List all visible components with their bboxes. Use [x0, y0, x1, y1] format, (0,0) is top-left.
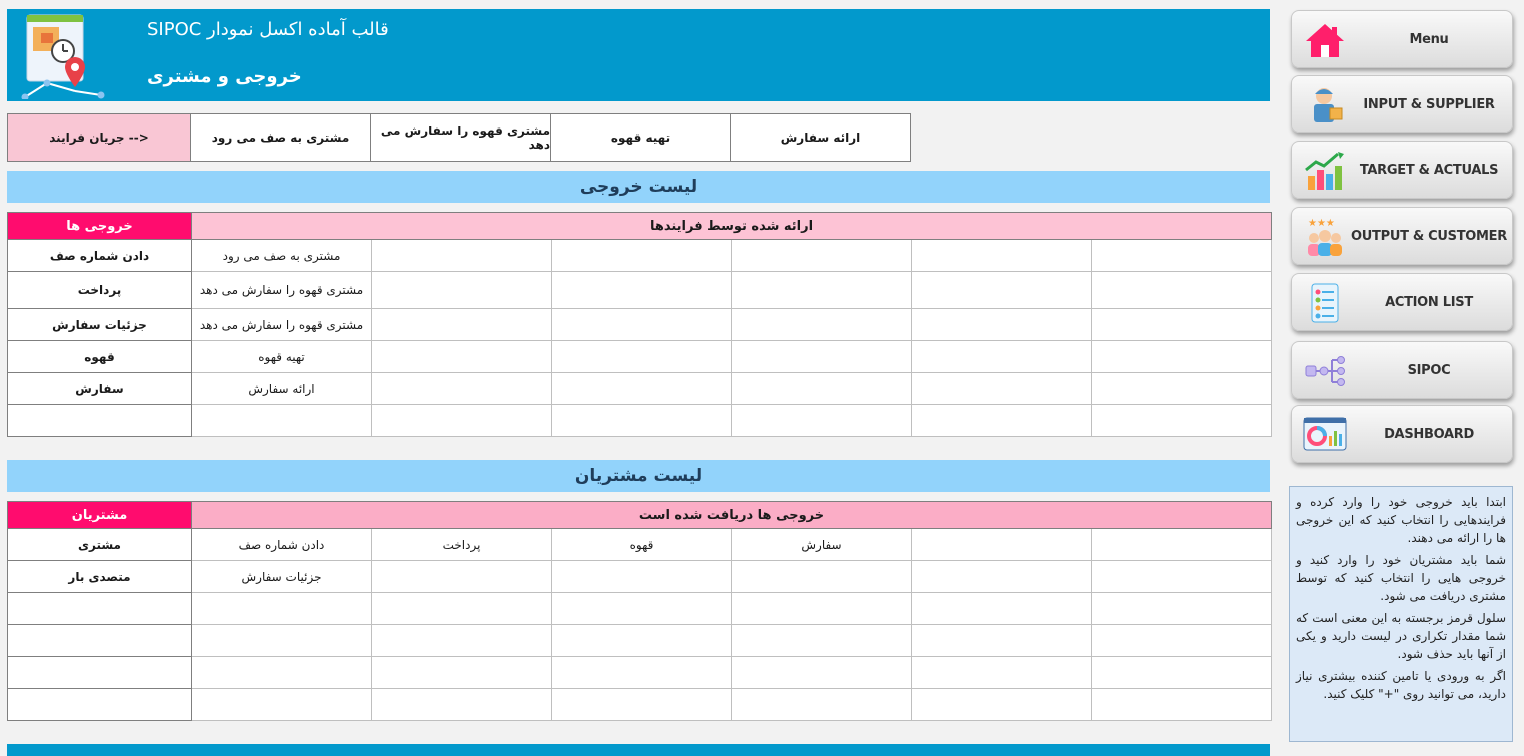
output-name-cell[interactable]: دادن شماره صف: [8, 240, 192, 272]
output-cell[interactable]: قهوه: [552, 529, 732, 561]
output-cell[interactable]: [912, 593, 1092, 625]
process-cell[interactable]: [732, 341, 912, 373]
process-step[interactable]: تهیه قهوه: [550, 113, 731, 162]
nav-label: SIPOC: [1407, 362, 1451, 378]
process-cell[interactable]: [372, 341, 552, 373]
instructions-box: [1289, 486, 1513, 742]
customer-name-cell[interactable]: مشتری: [8, 529, 192, 561]
process-cell[interactable]: [552, 341, 732, 373]
output-name-cell[interactable]: جزئیات سفارش: [8, 309, 192, 341]
output-cell[interactable]: [192, 593, 372, 625]
output-cell[interactable]: [552, 689, 732, 721]
output-name-cell[interactable]: سفارش: [8, 373, 192, 405]
sipoc-button[interactable]: [1291, 341, 1513, 399]
output-cell[interactable]: [912, 625, 1092, 657]
customers-section-title: لیست مشتریان: [7, 460, 1270, 492]
instruction-text: شما باید مشتریان خود را وارد کنید و خروجی هایی را انتخاب کنید که توسط مشتری دریافت می شود.: [1296, 553, 1506, 603]
output-cell[interactable]: [372, 625, 552, 657]
customer-name-cell[interactable]: متصدی بار: [8, 561, 192, 593]
table-row: [8, 657, 1272, 689]
customer-name-cell[interactable]: [8, 689, 192, 721]
customers-span-header: خروجی ها دریافت شده است: [192, 502, 1272, 529]
output-cell[interactable]: [912, 689, 1092, 721]
process-cell[interactable]: [732, 309, 912, 341]
process-cell[interactable]: مشتری قهوه را سفارش می دهد: [192, 309, 372, 341]
table-row: [8, 529, 1272, 561]
process-cell[interactable]: [372, 240, 552, 272]
table-row: [8, 593, 1272, 625]
process-cell[interactable]: [552, 405, 732, 437]
output-cell[interactable]: پرداخت: [372, 529, 552, 561]
output-cell[interactable]: [912, 529, 1092, 561]
output-cell[interactable]: [1092, 561, 1272, 593]
process-cell[interactable]: [912, 309, 1092, 341]
process-cell[interactable]: [552, 240, 732, 272]
output-cell[interactable]: [1092, 689, 1272, 721]
nav-label: TARGET & ACTUALS: [1359, 162, 1499, 178]
outputs-span-header: ارائه شده توسط فرایندها: [192, 213, 1272, 240]
process-cell[interactable]: [372, 309, 552, 341]
output-cell[interactable]: [1092, 529, 1272, 561]
outputs-table: [7, 212, 1272, 437]
table-row: [8, 689, 1272, 721]
nav-label: Menu: [1409, 31, 1449, 47]
process-cell[interactable]: [1092, 309, 1272, 341]
output-cell[interactable]: [192, 689, 372, 721]
output-cell[interactable]: [732, 689, 912, 721]
sipoc-logo-icon: [19, 13, 105, 99]
outputs-section-title: لیست خروجی: [7, 171, 1270, 203]
svg-text:★★★: ★★★: [1308, 218, 1335, 229]
output-cell[interactable]: [732, 657, 912, 689]
outputs-key-header: خروجی ها: [8, 213, 192, 240]
output-cell[interactable]: [552, 593, 732, 625]
output-cell[interactable]: [1092, 625, 1272, 657]
table-row: [8, 309, 1272, 341]
process-step[interactable]: ارائه سفارش: [730, 113, 911, 162]
process-cell[interactable]: [552, 373, 732, 405]
customers-key-header: مشتریان: [8, 502, 192, 529]
supplier-icon: [1302, 84, 1348, 126]
process-cell[interactable]: مشتری به صف می رود: [192, 240, 372, 272]
process-cell[interactable]: [912, 341, 1092, 373]
flow-icon: [1302, 350, 1348, 392]
output-cell[interactable]: [552, 561, 732, 593]
output-cell[interactable]: [732, 593, 912, 625]
home-icon: [1302, 19, 1348, 61]
output-name-cell[interactable]: [8, 405, 192, 437]
process-cell[interactable]: [732, 240, 912, 272]
table-row: [8, 240, 1272, 272]
process-cell[interactable]: [1092, 373, 1272, 405]
process-cell[interactable]: [732, 373, 912, 405]
output-cell[interactable]: [192, 657, 372, 689]
table-row: [8, 405, 1272, 437]
output-cell[interactable]: [732, 625, 912, 657]
table-row: [8, 625, 1272, 657]
process-cell[interactable]: [372, 405, 552, 437]
process-cell[interactable]: [1092, 272, 1272, 309]
target-actuals-button[interactable]: [1291, 141, 1513, 199]
chart-icon: [1302, 150, 1348, 192]
process-cell[interactable]: [732, 272, 912, 309]
output-cell[interactable]: [732, 561, 912, 593]
nav-label: OUTPUT & CUSTOMER: [1351, 228, 1507, 244]
page-title: خروجی و مشتری: [147, 66, 302, 87]
output-cell[interactable]: [912, 657, 1092, 689]
process-cell[interactable]: [552, 309, 732, 341]
dashboard-icon: [1302, 414, 1348, 456]
output-cell[interactable]: [372, 689, 552, 721]
process-cell[interactable]: [912, 272, 1092, 309]
process-cell[interactable]: ارائه سفارش: [192, 373, 372, 405]
process-cell[interactable]: تهیه قهوه: [192, 341, 372, 373]
page-header: [7, 9, 1270, 101]
nav-label: INPUT & SUPPLIER: [1363, 96, 1495, 112]
checklist-icon: [1302, 282, 1348, 324]
process-cell[interactable]: [912, 405, 1092, 437]
process-cell[interactable]: مشتری قهوه را سفارش می دهد: [192, 272, 372, 309]
process-cell[interactable]: [912, 373, 1092, 405]
output-customer-button[interactable]: [1291, 207, 1513, 265]
process-cell[interactable]: [1092, 240, 1272, 272]
process-cell[interactable]: [1092, 405, 1272, 437]
footer-bar: [7, 744, 1270, 756]
process-flow-label: <-- جریان فرایند: [7, 113, 191, 162]
process-cell[interactable]: [732, 405, 912, 437]
process-cell[interactable]: [912, 240, 1092, 272]
output-cell[interactable]: سفارش: [732, 529, 912, 561]
action-list-button[interactable]: [1291, 273, 1513, 331]
output-cell[interactable]: [372, 561, 552, 593]
output-cell[interactable]: [372, 593, 552, 625]
instruction-text: سلول قرمز برجسته به این معنی است که شما مقدار تکراری در لیست دارید و یکی از آنها باید حذف شود.: [1296, 611, 1506, 661]
process-cell[interactable]: [372, 272, 552, 309]
page-subtitle: قالب آماده اکسل نمودار SIPOC: [147, 19, 389, 40]
nav-label: ACTION LIST: [1385, 294, 1473, 310]
customer-name-cell[interactable]: [8, 593, 192, 625]
output-cell[interactable]: [1092, 657, 1272, 689]
output-cell[interactable]: [552, 657, 732, 689]
process-flow: [7, 113, 911, 162]
process-cell[interactable]: [1092, 341, 1272, 373]
output-cell[interactable]: [372, 657, 552, 689]
customers-table: [7, 501, 1272, 721]
output-cell[interactable]: [192, 625, 372, 657]
dashboard-button[interactable]: [1291, 405, 1513, 463]
process-step[interactable]: مشتری قهوه را سفارش می دهد: [370, 113, 551, 162]
nav-label: DASHBOARD: [1384, 426, 1474, 442]
process-cell[interactable]: [552, 272, 732, 309]
instruction-text: ابتدا باید خروجی خود را وارد کرده و فرایندهایی را انتخاب کنید که این خروجی ها را ارائه می دهند.: [1296, 495, 1506, 545]
process-cell[interactable]: [192, 405, 372, 437]
output-name-cell[interactable]: قهوه: [8, 341, 192, 373]
table-row: [8, 373, 1272, 405]
instruction-text: اگر به ورودی یا تامین کننده بیشتری نیاز دارید، می توانید روی "+" کلیک کنید.: [1296, 669, 1506, 701]
menu-button[interactable]: [1291, 10, 1513, 68]
output-cell[interactable]: جزئیات سفارش: [192, 561, 372, 593]
process-step[interactable]: مشتری به صف می رود: [190, 113, 371, 162]
customer-name-cell[interactable]: [8, 625, 192, 657]
table-row: [8, 341, 1272, 373]
output-name-cell[interactable]: پرداخت: [8, 272, 192, 309]
output-cell[interactable]: دادن شماره صف: [192, 529, 372, 561]
output-cell[interactable]: [1092, 593, 1272, 625]
table-row: [8, 561, 1272, 593]
process-cell[interactable]: [372, 373, 552, 405]
customer-name-cell[interactable]: [8, 657, 192, 689]
customers-icon: [1302, 216, 1348, 258]
output-cell[interactable]: [912, 561, 1092, 593]
table-row: [8, 272, 1272, 309]
input-supplier-button[interactable]: [1291, 75, 1513, 133]
output-cell[interactable]: [552, 625, 732, 657]
